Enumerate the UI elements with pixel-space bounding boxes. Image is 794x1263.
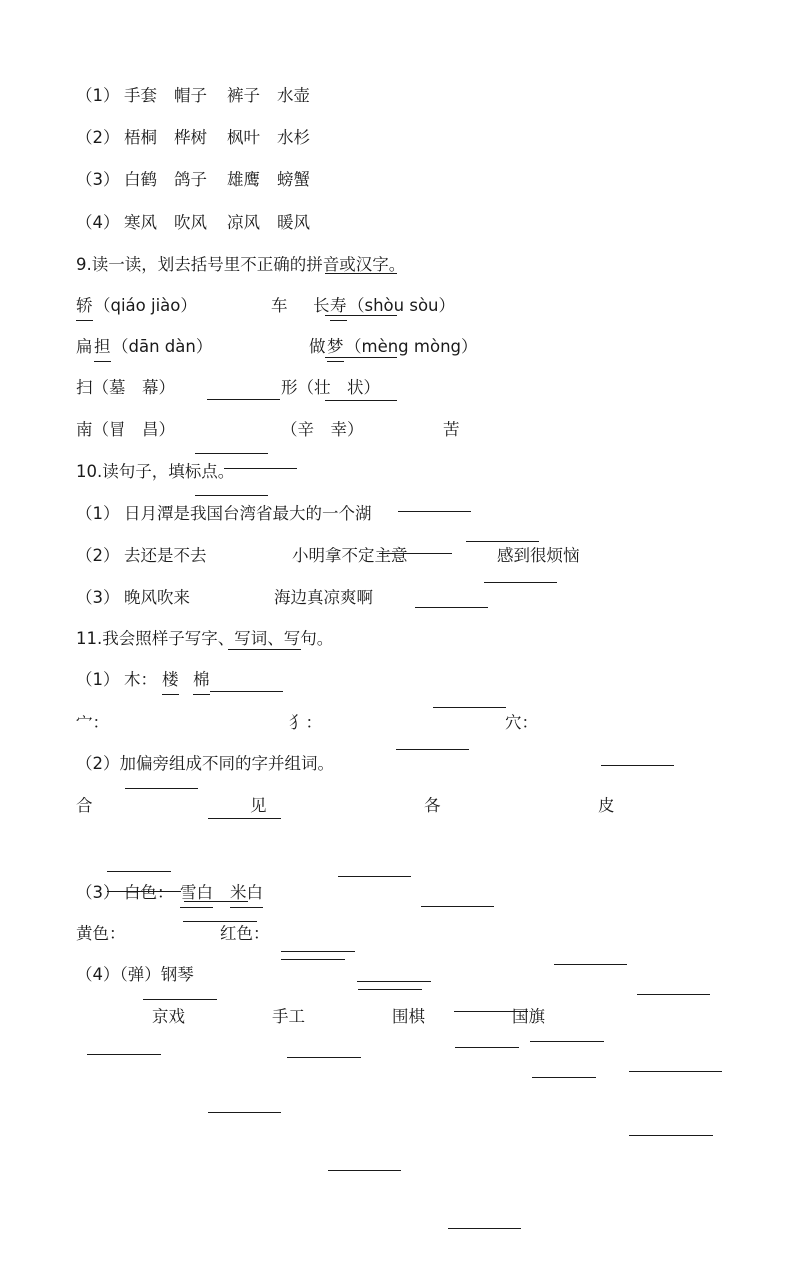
question-title: 11.我会照样子写字、写词、写句。 bbox=[76, 629, 334, 648]
underlined-char: 轿 bbox=[76, 292, 93, 321]
pinyin-options: （dān dàn） bbox=[112, 337, 213, 356]
answer-blank[interactable] bbox=[448, 1208, 521, 1229]
word: 白鹤 bbox=[124, 170, 157, 189]
pinyin-options: （qiáo jiào） bbox=[94, 296, 197, 315]
item-number: （2） bbox=[76, 128, 120, 147]
q8-item-3 bbox=[0, 166, 794, 194]
sentence-part: 晚风吹来 bbox=[124, 588, 190, 607]
item-number: （3） bbox=[76, 170, 120, 189]
answer-blank[interactable] bbox=[328, 1150, 401, 1171]
color-label: 红色： bbox=[220, 924, 270, 943]
q11-part-1 bbox=[0, 666, 794, 694]
sentence-part: 去还是不去 bbox=[124, 546, 207, 565]
word: 手工 bbox=[272, 1007, 305, 1026]
word: 梧桐 bbox=[124, 128, 157, 147]
q10-sentence-2 bbox=[0, 542, 794, 570]
word: 围棋 bbox=[392, 1007, 425, 1026]
underlined-char: 梦 bbox=[327, 333, 344, 362]
answer-blank[interactable] bbox=[629, 1115, 713, 1136]
answer-blank[interactable] bbox=[532, 1057, 596, 1078]
item-number: （2） bbox=[76, 546, 120, 565]
q11-part-2-title bbox=[0, 750, 794, 778]
sentence-part: 海边真凉爽啊 bbox=[274, 588, 373, 607]
sub-question-title: （2）加偏旁组成不同的字并组词。 bbox=[76, 754, 334, 773]
q9-row-2 bbox=[0, 333, 794, 361]
char-options: 形（壮 状） bbox=[281, 378, 380, 397]
example-word: 米白 bbox=[230, 879, 263, 908]
color-label: 白色： bbox=[124, 883, 174, 902]
pinyin-options: （mèng mòng） bbox=[345, 337, 478, 356]
item-number: （3） bbox=[76, 588, 120, 607]
q11-part-2-words bbox=[0, 840, 794, 868]
word: 手套 bbox=[124, 86, 157, 105]
q10-title bbox=[0, 458, 794, 486]
word-prefix: 长 bbox=[313, 296, 330, 315]
question-title: 9.读一读，划去括号里不正确的拼音或汉字。 bbox=[76, 255, 406, 274]
underlined-char: 担 bbox=[94, 333, 111, 362]
char-options: 南（冒 昌） bbox=[76, 420, 175, 439]
word-tail: 车 bbox=[271, 296, 288, 315]
answer-blank[interactable] bbox=[87, 1034, 161, 1055]
word: 暖风 bbox=[277, 213, 310, 232]
word: 裤子 bbox=[227, 86, 260, 105]
item-number: （1） bbox=[76, 86, 120, 105]
radical-label: 木： bbox=[124, 670, 157, 689]
word: 螃蟹 bbox=[277, 170, 310, 189]
color-label: 黄色： bbox=[76, 924, 126, 943]
radical-label: 宀： bbox=[76, 713, 109, 732]
word: 雄鹰 bbox=[227, 170, 260, 189]
q10-sentence-1 bbox=[0, 500, 794, 528]
example-word: 雪白 bbox=[180, 879, 213, 908]
q11-part-3-row bbox=[0, 920, 794, 948]
q11-title bbox=[0, 625, 794, 653]
q8-item-1 bbox=[0, 82, 794, 110]
sub-question-title: （4）（弹）钢琴 bbox=[76, 965, 194, 984]
base-char: 各 bbox=[424, 796, 441, 815]
q8-item-2 bbox=[0, 124, 794, 152]
q9-row-3 bbox=[0, 374, 794, 402]
word: 凉风 bbox=[227, 213, 260, 232]
q9-title bbox=[0, 251, 794, 279]
q11-part-3 bbox=[0, 879, 794, 907]
word: 帽子 bbox=[174, 86, 207, 105]
base-char: 见 bbox=[250, 796, 267, 815]
word: 京戏 bbox=[152, 1007, 185, 1026]
example-char: 楼 bbox=[162, 666, 179, 695]
item-number: （4） bbox=[76, 213, 120, 232]
sentence-part: 感到很烦恼 bbox=[497, 546, 580, 565]
char-options: 扫（墓 幕） bbox=[76, 378, 175, 397]
radical-label: 犭： bbox=[289, 713, 322, 732]
q10-sentence-3 bbox=[0, 584, 794, 612]
answer-blank[interactable] bbox=[629, 1051, 722, 1072]
base-char: 合 bbox=[76, 796, 93, 815]
word: 枫叶 bbox=[227, 128, 260, 147]
item-number: （1） bbox=[76, 504, 120, 523]
word-tail: 苦 bbox=[443, 420, 460, 439]
radical-label: 穴： bbox=[505, 713, 538, 732]
q8-item-4 bbox=[0, 209, 794, 237]
word: 水壶 bbox=[277, 86, 310, 105]
word: 水杉 bbox=[277, 128, 310, 147]
question-title: 10.读句子，填标点。 bbox=[76, 462, 235, 481]
example-char: 棉 bbox=[193, 666, 210, 695]
sentence-part: 小明拿不定主意 bbox=[292, 546, 408, 565]
item-number: （3） bbox=[76, 883, 120, 902]
q9-row-1 bbox=[0, 292, 794, 320]
answer-blank[interactable] bbox=[208, 1092, 281, 1113]
sentence-part: 日月潭是我国台湾省最大的一个湖 bbox=[124, 504, 372, 523]
word: 鸽子 bbox=[174, 170, 207, 189]
q11-part-4-row bbox=[0, 1003, 794, 1031]
underlined-char: 寿 bbox=[330, 292, 347, 321]
word: 国旗 bbox=[512, 1007, 545, 1026]
q11-part-2-row bbox=[0, 792, 794, 820]
q9-row-4 bbox=[0, 416, 794, 444]
q11-part-1-row bbox=[0, 709, 794, 737]
base-char: 皮 bbox=[598, 796, 615, 815]
word: 吹风 bbox=[174, 213, 207, 232]
pinyin-options: （shòu sòu） bbox=[348, 296, 456, 315]
word: 寒风 bbox=[124, 213, 157, 232]
q11-part-4-title bbox=[0, 961, 794, 989]
word-prefix: 扁 bbox=[76, 337, 93, 356]
item-number: （1） bbox=[76, 670, 120, 689]
char-options: （辛 幸） bbox=[281, 420, 364, 439]
word-prefix: 做 bbox=[309, 337, 326, 356]
word: 桦树 bbox=[174, 128, 207, 147]
answer-blank[interactable] bbox=[287, 1037, 361, 1058]
